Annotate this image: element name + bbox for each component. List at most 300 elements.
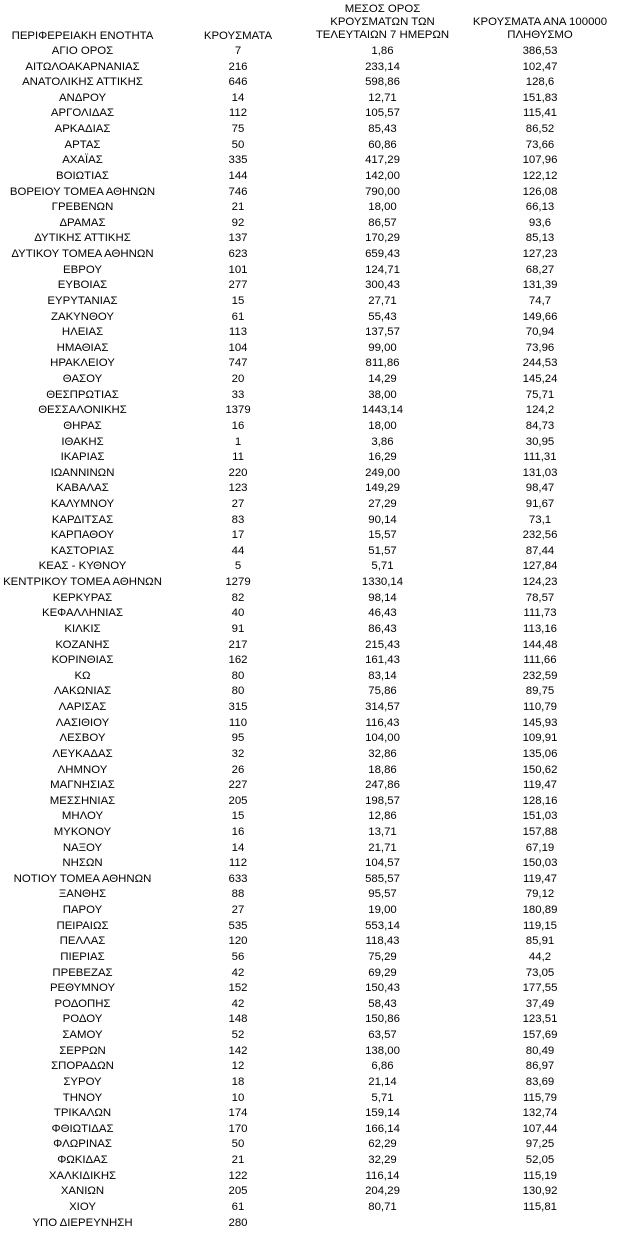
cases-cell: 646 xyxy=(228,76,248,89)
avg7-cell: 142,00 xyxy=(365,169,400,182)
per100k-cell: 83,69 xyxy=(525,1075,555,1088)
cases-cell: 27 xyxy=(231,904,245,917)
region-cell: ΛΑΚΩΝΙΑΣ xyxy=(53,685,112,698)
cases-cell: 17 xyxy=(231,529,245,542)
region-cell: ΤΗΝΟΥ xyxy=(62,1091,103,1104)
table-row xyxy=(0,497,592,513)
cases-cell: 20 xyxy=(231,373,245,386)
per100k-cell: 123,51 xyxy=(522,1013,558,1026)
table-row xyxy=(0,106,592,122)
cases-cell: 152 xyxy=(228,982,248,995)
table-row xyxy=(0,60,592,76)
cases-cell: 12 xyxy=(231,1060,245,1073)
avg7-cell: 553,14 xyxy=(365,919,400,932)
avg7-cell: 12,71 xyxy=(368,91,397,104)
region-cell: ΡΟΔΟΥ xyxy=(62,1013,103,1026)
table-row xyxy=(0,669,592,685)
cases-cell: 747 xyxy=(228,357,248,370)
per100k-cell: 122,12 xyxy=(522,169,558,182)
per100k-cell: 124,23 xyxy=(522,576,558,589)
avg7-cell: 300,43 xyxy=(365,279,400,292)
region-cell: ΘΗΡΑΣ xyxy=(63,419,102,432)
avg7-cell: 233,14 xyxy=(365,60,400,73)
table-row xyxy=(0,216,592,232)
per100k-cell: 79,12 xyxy=(525,888,555,901)
table-row xyxy=(0,325,592,341)
header-avg-line1: ΜΕΣΟΣ ΟΡΟΣ xyxy=(344,3,421,15)
per100k-cell: 68,27 xyxy=(525,263,555,276)
cases-cell: 162 xyxy=(228,654,248,667)
cases-cell: 1279 xyxy=(225,576,251,589)
per100k-cell: 78,57 xyxy=(525,591,555,604)
cases-cell: 21 xyxy=(231,201,245,214)
table-row xyxy=(0,1044,592,1060)
region-cell: ΧΑΛΚΙΔΙΚΗΣ xyxy=(48,1169,117,1182)
cases-cell: 315 xyxy=(228,701,248,714)
avg7-cell: 86,57 xyxy=(368,216,397,229)
avg7-cell: 1330,14 xyxy=(361,576,404,589)
table-row xyxy=(0,1028,592,1044)
region-cell: ΚΕΦΑΛΛΗΝΙΑΣ xyxy=(41,607,124,620)
table-row xyxy=(0,747,592,763)
region-cell: ΗΜΑΘΙΑΣ xyxy=(56,341,109,354)
cases-cell: 205 xyxy=(228,794,248,807)
per100k-cell: 386,53 xyxy=(522,45,558,57)
cases-cell: 50 xyxy=(231,1138,245,1151)
cases-cell: 80 xyxy=(231,685,245,698)
per100k-cell: 111,31 xyxy=(523,451,557,464)
cases-cell: 92 xyxy=(231,216,245,229)
per100k-cell: 73,96 xyxy=(525,341,555,354)
table-row xyxy=(0,1200,592,1216)
region-cell: ΚΟΡΙΝΘΙΑΣ xyxy=(51,654,114,667)
table-row xyxy=(0,966,592,982)
per100k-cell: 180,89 xyxy=(522,904,558,917)
region-cell: ΛΑΣΙΘΙΟΥ xyxy=(55,716,110,729)
avg7-cell: 215,43 xyxy=(365,638,400,651)
region-cell: ΔΥΤΙΚΟΥ ΤΟΜΕΑ ΑΘΗΝΩΝ xyxy=(11,248,154,261)
avg7-cell: 598,86 xyxy=(365,76,400,89)
table-row xyxy=(0,122,592,138)
region-cell: ΝΑΞΟΥ xyxy=(62,841,103,854)
avg7-cell: 150,43 xyxy=(365,982,400,995)
region-cell: ΞΑΝΘΗΣ xyxy=(58,888,107,901)
table-row xyxy=(0,169,592,185)
region-cell: ΚΕΑΣ - ΚΥΘΝΟΥ xyxy=(38,560,127,573)
region-cell: ΠΡΕΒΕΖΑΣ xyxy=(52,966,113,979)
per100k-cell: 135,06 xyxy=(522,747,558,760)
region-cell: ΑΡΤΑΣ xyxy=(64,138,101,151)
region-cell: ΜΕΣΣΗΝΙΑΣ xyxy=(49,794,116,807)
table-row xyxy=(0,356,592,372)
cases-cell: 95 xyxy=(231,732,245,745)
per100k-cell: 86,52 xyxy=(525,123,555,136)
cases-cell: 227 xyxy=(228,779,248,792)
per100k-cell: 102,47 xyxy=(522,60,558,73)
avg7-cell: 198,57 xyxy=(365,794,400,807)
per100k-cell: 128,6 xyxy=(525,76,555,89)
avg7-cell: 19,00 xyxy=(368,904,397,917)
region-cell: ΝΗΣΩΝ xyxy=(62,857,103,870)
avg7-cell: 32,86 xyxy=(368,747,397,760)
cases-cell: 101 xyxy=(228,263,248,276)
cases-cell: 144 xyxy=(228,169,248,182)
cases-cell: 104 xyxy=(228,341,248,354)
region-cell: ΜΥΚΟΝΟΥ xyxy=(53,826,112,838)
table-row xyxy=(0,138,592,154)
cases-cell: 5 xyxy=(234,560,242,573)
avg7-cell: 166,14 xyxy=(365,1122,400,1135)
avg7-cell: 27,29 xyxy=(368,497,397,510)
table-row xyxy=(0,1184,592,1200)
table-row xyxy=(0,950,592,966)
avg7-cell: 790,00 xyxy=(365,185,400,198)
avg7-cell: 32,29 xyxy=(368,1154,397,1167)
cases-cell: 137 xyxy=(228,232,248,245)
table-row xyxy=(0,731,592,747)
cases-cell: 216 xyxy=(228,60,248,73)
cases-cell: 61 xyxy=(231,310,245,323)
table-row xyxy=(0,294,592,310)
region-cell: ΦΘΙΩΤΙΔΑΣ xyxy=(51,1122,114,1135)
region-cell: ΠΑΡΟΥ xyxy=(62,904,103,917)
table-row xyxy=(0,1153,592,1169)
cases-cell: 633 xyxy=(228,872,248,885)
cases-cell: 18 xyxy=(231,1075,245,1088)
table-row xyxy=(0,185,592,201)
table-row xyxy=(0,903,592,919)
per100k-cell: 145,24 xyxy=(522,373,558,386)
region-cell: ΚΑΛΥΜΝΟΥ xyxy=(50,497,115,510)
table-row xyxy=(0,841,592,857)
avg7-cell: 98,14 xyxy=(368,591,397,604)
avg7-cell: 6,86 xyxy=(371,1060,394,1073)
avg7-cell: 161,43 xyxy=(365,654,400,667)
table-row xyxy=(0,388,592,404)
region-cell: ΗΛΕΙΑΣ xyxy=(61,326,104,339)
region-cell: ΣΑΜΟΥ xyxy=(62,1029,103,1042)
header-avg-7-days xyxy=(315,3,450,42)
region-cell: ΕΥΡΥΤΑΝΙΑΣ xyxy=(47,294,118,307)
avg7-cell: 811,86 xyxy=(365,357,400,370)
per100k-cell: 66,13 xyxy=(525,201,555,214)
region-cell: ΔΡΑΜΑΣ xyxy=(59,216,106,229)
cases-cell: 44 xyxy=(231,544,245,557)
avg7-cell: 75,29 xyxy=(368,950,397,963)
avg7-cell: 75,86 xyxy=(368,685,397,698)
cases-cell: 50 xyxy=(231,138,245,151)
region-cell: ΣΕΡΡΩΝ xyxy=(59,1044,106,1057)
per100k-cell: 85,13 xyxy=(525,232,555,245)
region-cell: ΚΑΒΑΛΑΣ xyxy=(56,482,109,495)
region-cell: ΥΠΟ ΔΙΕΡΕΥΝΗΣΗ xyxy=(32,1216,133,1229)
avg7-cell: 46,43 xyxy=(368,607,397,620)
cases-cell: 205 xyxy=(228,1185,248,1198)
per100k-cell: 87,44 xyxy=(525,544,555,557)
cases-cell: 746 xyxy=(228,185,248,198)
cases-cell: 123 xyxy=(228,482,248,495)
per100k-cell: 74,7 xyxy=(528,294,552,307)
table-row xyxy=(0,513,592,529)
cases-cell: 56 xyxy=(231,950,245,963)
table-row xyxy=(0,1012,592,1028)
avg7-cell: 159,14 xyxy=(365,1107,400,1120)
avg7-cell: 62,29 xyxy=(368,1138,397,1151)
avg7-cell: 138,00 xyxy=(365,1044,400,1057)
table-row xyxy=(0,1122,592,1138)
avg7-cell: 90,14 xyxy=(368,513,397,526)
region-cell: ΒΟΙΩΤΙΑΣ xyxy=(56,169,109,182)
table-row xyxy=(0,763,592,779)
avg7-cell: 16,29 xyxy=(368,451,397,464)
region-cell: ΚΙΛΚΙΣ xyxy=(64,622,101,635)
table-row xyxy=(0,403,592,419)
table-row xyxy=(0,91,592,107)
avg7-cell: 585,57 xyxy=(365,872,400,885)
per100k-cell: 131,03 xyxy=(522,466,558,479)
avg7-cell: 105,57 xyxy=(365,107,400,120)
avg7-cell: 170,29 xyxy=(365,232,400,245)
per100k-cell: 131,39 xyxy=(522,279,558,292)
cases-cell: 148 xyxy=(228,1013,248,1026)
per100k-cell: 111,66 xyxy=(523,654,557,667)
table-row xyxy=(0,1137,592,1153)
avg7-cell: 104,57 xyxy=(365,857,400,870)
region-cell: ΑΡΚΑΔΙΑΣ xyxy=(54,123,111,136)
cases-cell: 113 xyxy=(228,326,248,339)
avg7-cell: 204,29 xyxy=(365,1185,400,1198)
cases-cell: 10 xyxy=(231,1091,245,1104)
table-row xyxy=(0,231,592,247)
avg7-cell: 38,00 xyxy=(368,388,397,401)
per100k-cell: 30,95 xyxy=(525,435,555,448)
cases-cell: 33 xyxy=(231,388,245,401)
avg7-cell: 149,29 xyxy=(365,482,400,495)
cases-cell: 27 xyxy=(231,497,245,510)
table-row xyxy=(0,44,592,60)
avg7-cell: 95,57 xyxy=(368,888,397,901)
avg7-cell: 14,29 xyxy=(368,373,397,386)
avg7-cell: 5,71 xyxy=(371,560,394,573)
per100k-cell: 127,23 xyxy=(522,248,558,261)
avg7-cell: 58,43 xyxy=(368,997,397,1010)
per100k-cell: 97,25 xyxy=(525,1138,555,1151)
cases-cell: 32 xyxy=(231,747,245,760)
per100k-cell: 144,48 xyxy=(522,638,558,651)
cases-cell: 280 xyxy=(228,1216,248,1229)
table-row xyxy=(0,263,592,279)
per100k-cell: 149,66 xyxy=(522,310,558,323)
table-row xyxy=(0,1075,592,1091)
avg7-cell: 247,86 xyxy=(365,779,400,792)
table-row xyxy=(0,466,592,482)
per100k-cell: 93,6 xyxy=(528,216,552,229)
avg7-cell: 1443,14 xyxy=(361,404,404,417)
region-cell: ΑΝΔΡΟΥ xyxy=(58,91,107,104)
region-cell: ΘΕΣΣΑΛΟΝΙΚΗΣ xyxy=(38,404,127,417)
region-cell: ΠΙΕΡΙΑΣ xyxy=(60,950,105,963)
table-row xyxy=(0,1106,592,1122)
avg7-cell: 27,71 xyxy=(368,294,397,307)
region-cell: ΑΧΑΪΑΣ xyxy=(62,154,103,167)
per100k-cell: 124,2 xyxy=(525,404,555,417)
avg7-cell: 60,86 xyxy=(368,138,397,151)
cases-cell: 14 xyxy=(231,91,245,104)
region-cell: ΘΕΣΠΡΩΤΙΑΣ xyxy=(46,388,119,401)
table-row xyxy=(0,419,592,435)
region-cell: ΚΟΖΑΝΗΣ xyxy=(55,638,110,651)
avg7-cell: 21,71 xyxy=(368,841,397,854)
region-cell: ΑΙΤΩΛΟΑΚΑΡΝΑΝΙΑΣ xyxy=(25,60,140,73)
table-row xyxy=(0,778,592,794)
cases-cell: 112 xyxy=(228,857,248,870)
region-cell: ΜΗΛΟΥ xyxy=(61,810,104,823)
avg7-cell: 99,00 xyxy=(368,341,397,354)
region-cell: ΧΙΟΥ xyxy=(69,1200,96,1213)
per100k-cell: 130,92 xyxy=(522,1185,558,1198)
per100k-cell: 127,84 xyxy=(522,560,558,573)
region-cell: ΣΥΡΟΥ xyxy=(63,1075,102,1088)
cases-cell: 91 xyxy=(231,622,245,635)
table-row xyxy=(0,997,592,1013)
header-per100k-line2: ΠΛΗΘΥΣΜΟ xyxy=(507,29,573,41)
avg7-cell: 5,71 xyxy=(371,1091,394,1104)
cases-cell: 42 xyxy=(231,966,245,979)
header-per100k-line1: ΚΡΟΥΣΜΑΤΑ ΑΝΑ 100000 xyxy=(472,16,608,28)
cases-cell: 15 xyxy=(231,294,245,307)
per100k-cell: 107,96 xyxy=(522,154,558,167)
per100k-cell: 70,94 xyxy=(525,326,555,339)
table-row xyxy=(0,450,592,466)
per100k-cell: 84,73 xyxy=(525,419,555,432)
table-row xyxy=(0,559,592,575)
cases-cell: 11 xyxy=(232,451,244,464)
cases-cell: 82 xyxy=(231,591,245,604)
region-cell: ΑΡΓΟΛΙΔΑΣ xyxy=(50,107,115,120)
table-row xyxy=(0,481,592,497)
per100k-cell: 109,91 xyxy=(522,732,558,745)
per100k-cell: 145,93 xyxy=(522,716,558,729)
cases-cell: 220 xyxy=(228,466,248,479)
table-row xyxy=(0,435,592,451)
per100k-cell: 67,19 xyxy=(525,841,555,854)
avg7-cell: 85,43 xyxy=(368,123,397,136)
region-cell: ΝΟΤΙΟΥ ΤΟΜΕΑ ΑΘΗΝΩΝ xyxy=(13,872,152,885)
region-cell: ΛΑΡΙΣΑΣ xyxy=(58,701,107,714)
region-cell: ΓΡΕΒΕΝΩΝ xyxy=(51,201,114,214)
table-row xyxy=(0,575,592,591)
per100k-cell: 151,83 xyxy=(522,91,558,104)
region-cell: ΕΥΒΟΙΑΣ xyxy=(57,279,108,292)
table-row xyxy=(0,1091,592,1107)
region-cell: ΚΑΡΔΙΤΣΑΣ xyxy=(51,513,114,526)
per100k-cell: 115,41 xyxy=(523,107,557,120)
avg7-cell: 63,57 xyxy=(368,1029,397,1042)
per100k-cell: 80,49 xyxy=(525,1044,555,1057)
per100k-cell: 75,71 xyxy=(525,388,555,401)
table-row xyxy=(0,622,592,638)
per100k-cell: 73,66 xyxy=(525,138,555,151)
avg7-cell: 12,86 xyxy=(368,810,397,823)
cases-cell: 80 xyxy=(231,669,245,682)
per100k-cell: 157,69 xyxy=(522,1029,558,1042)
region-cell: ΑΓΙΟ ΟΡΟΣ xyxy=(51,45,114,57)
region-cell: ΔΥΤΙΚΗΣ ΑΤΤΙΚΗΣ xyxy=(34,232,131,245)
table-row xyxy=(0,200,592,216)
cases-cell: 75 xyxy=(231,123,245,136)
avg7-cell: 18,00 xyxy=(368,201,397,214)
avg7-cell: 137,57 xyxy=(365,326,400,339)
per100k-cell: 115,79 xyxy=(523,1091,557,1104)
table-row xyxy=(0,1059,592,1075)
avg7-cell: 118,43 xyxy=(365,935,400,948)
table-row xyxy=(0,372,592,388)
per100k-cell: 73,05 xyxy=(525,966,555,979)
per100k-cell: 150,62 xyxy=(522,763,558,776)
region-cell: ΚΑΡΠΑΘΟΥ xyxy=(50,529,115,542)
per100k-cell: 151,03 xyxy=(522,810,558,823)
avg7-cell: 116,14 xyxy=(365,1169,400,1182)
table-row xyxy=(0,1216,592,1232)
per100k-cell: 150,03 xyxy=(522,857,558,870)
table-row xyxy=(0,700,592,716)
per100k-cell: 44,2 xyxy=(528,950,552,963)
region-cell: ΧΑΝΙΩΝ xyxy=(60,1185,105,1198)
avg7-cell: 86,43 xyxy=(368,622,397,635)
per100k-cell: 110,79 xyxy=(523,701,557,714)
avg7-cell: 69,29 xyxy=(368,966,397,979)
table-row xyxy=(0,591,592,607)
table-row xyxy=(0,75,592,91)
avg7-cell: 18,86 xyxy=(368,763,397,776)
avg7-cell: 659,43 xyxy=(365,248,400,261)
table-row xyxy=(0,887,592,903)
region-cell: ΒΟΡΕΙΟΥ ΤΟΜΕΑ ΑΘΗΝΩΝ xyxy=(9,185,156,198)
region-cell: ΚΑΣΤΟΡΙΑΣ xyxy=(50,544,115,557)
table-row xyxy=(0,653,592,669)
cases-cell: 142 xyxy=(228,1044,248,1057)
per100k-cell: 119,47 xyxy=(523,779,557,792)
cases-cell: 7 xyxy=(234,45,242,57)
cases-cell: 14 xyxy=(231,841,245,854)
table-row xyxy=(0,825,592,841)
region-cell: ΗΡΑΚΛΕΙΟΥ xyxy=(50,357,115,370)
cases-cell: 335 xyxy=(228,154,248,167)
region-cell: ΡΟΔΟΠΗΣ xyxy=(54,997,111,1010)
cases-cell: 122 xyxy=(228,1169,248,1182)
per100k-cell: 157,88 xyxy=(522,826,558,838)
cases-cell: 277 xyxy=(228,279,248,292)
table-row xyxy=(0,638,592,654)
avg7-cell: 18,00 xyxy=(368,419,397,432)
table-row xyxy=(0,606,592,622)
per100k-cell: 37,49 xyxy=(525,997,555,1010)
table-row xyxy=(0,934,592,950)
cases-cell: 112 xyxy=(228,107,248,120)
per100k-cell: 232,56 xyxy=(522,529,558,542)
cases-cell: 52 xyxy=(231,1029,245,1042)
table-row xyxy=(0,809,592,825)
cases-cell: 83 xyxy=(231,513,245,526)
per100k-cell: 86,97 xyxy=(525,1060,555,1073)
table-row xyxy=(0,153,592,169)
header-avg-line3: ΤΕΛΕΥΤΑΙΩΝ 7 ΗΜΕΡΩΝ xyxy=(315,29,450,41)
per100k-cell: 98,47 xyxy=(525,482,555,495)
region-cell: ΛΕΥΚΑΔΑΣ xyxy=(52,747,113,760)
region-cell: ΤΡΙΚΑΛΩΝ xyxy=(53,1107,112,1120)
cases-cell: 16 xyxy=(231,826,245,838)
table-row xyxy=(0,544,592,560)
